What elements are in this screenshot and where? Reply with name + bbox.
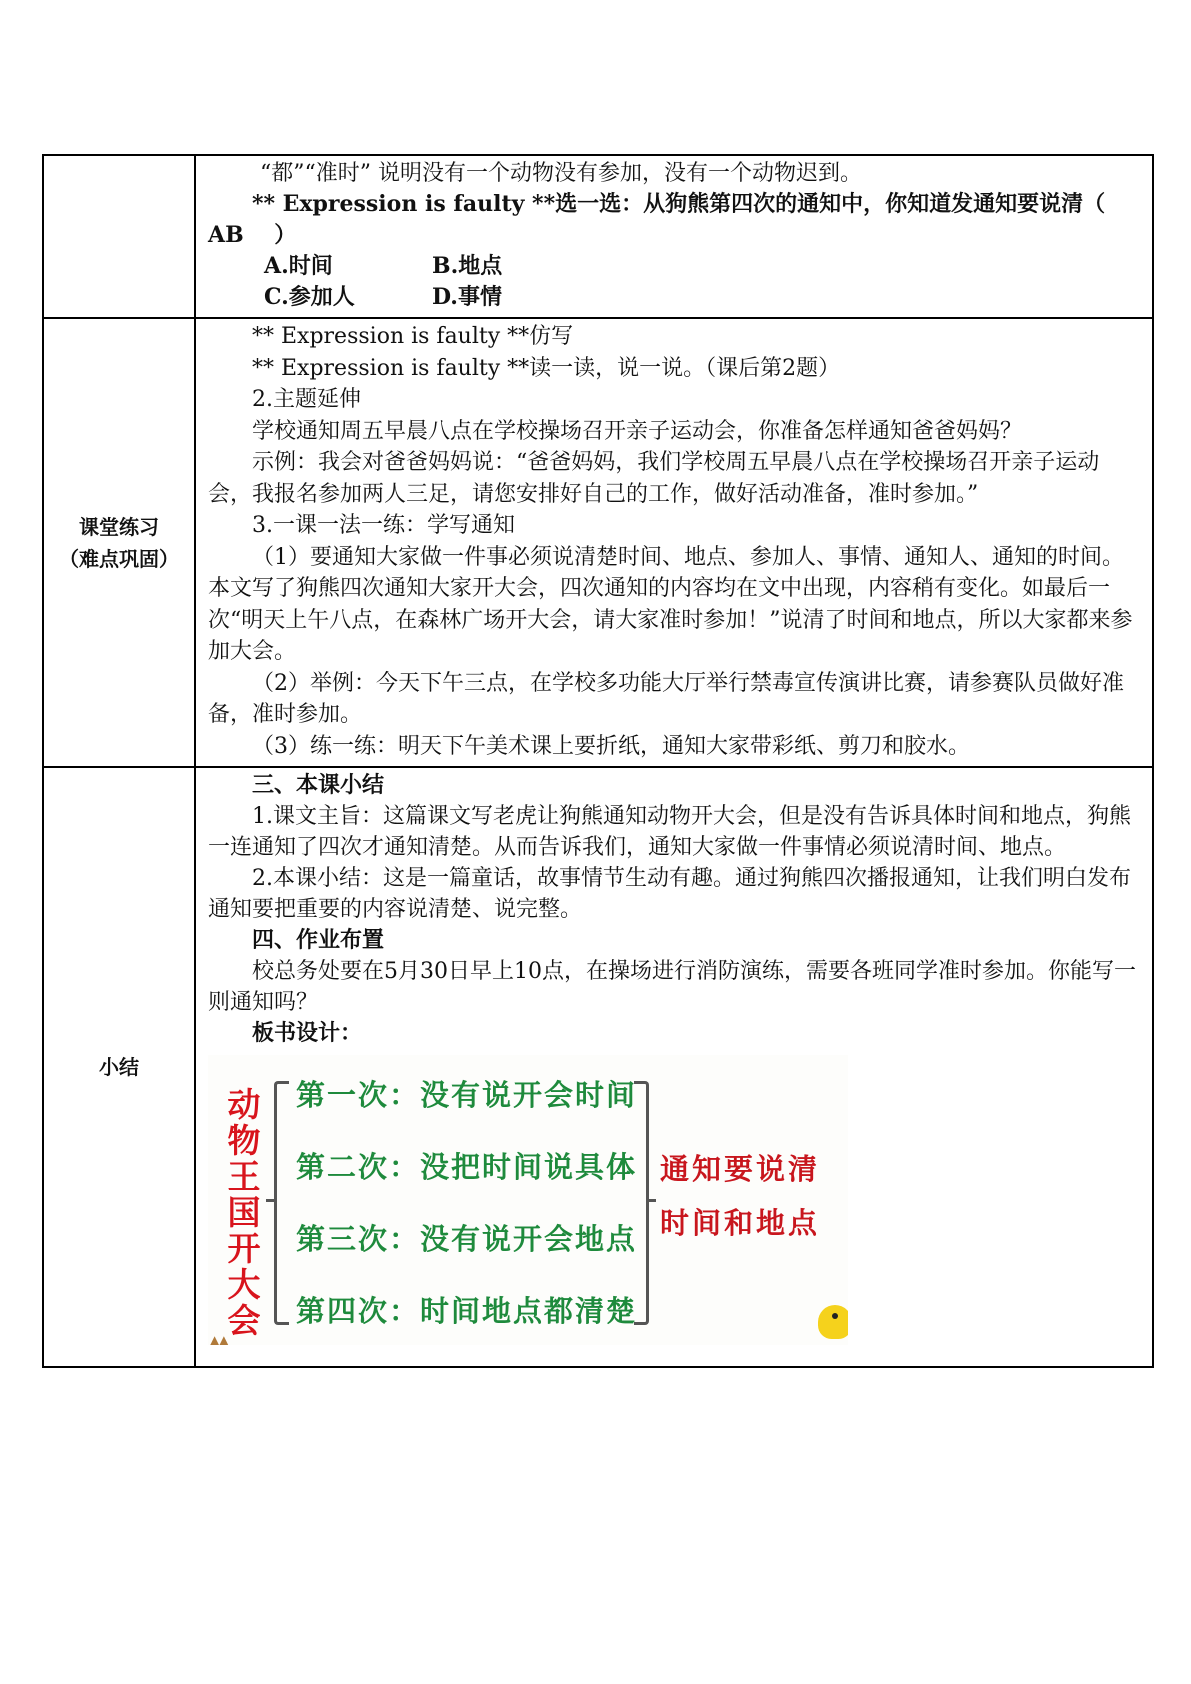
paragraph: 学校通知周五早晨八点在学校操场召开亲子运动会，你准备怎样通知爸爸妈妈？ — [252, 418, 1023, 444]
row-label — [43, 155, 195, 318]
board-item: 第四次：时间地点都清楚 — [296, 1294, 638, 1328]
right-brace-tick — [646, 1199, 656, 1202]
left-brace-tick — [266, 1199, 276, 1202]
paragraph: ** Expression is faulty **仿写 — [252, 324, 574, 349]
board-design-image — [208, 1055, 848, 1345]
table-row — [43, 155, 1153, 318]
paragraph: 校总务处要在5月30日早上10点，在操场进行消防演练，需要各班同学准时参加。你能写一则通知吗？ — [208, 959, 1136, 1015]
row-label: 小结 — [43, 767, 195, 1367]
table-row — [43, 318, 1153, 767]
board-conclusion: 时间和地点 — [660, 1206, 821, 1240]
lesson-plan-table — [42, 154, 1154, 1368]
paragraph: 2.主题延伸 — [252, 387, 361, 412]
row-content — [195, 767, 1153, 1367]
option-a: A.时间 — [264, 253, 333, 279]
board-title: 动物王国开大会 — [227, 1085, 261, 1340]
duck-eye-icon — [832, 1313, 838, 1319]
section-heading: 四、作业布置 — [252, 927, 385, 953]
duck-icon — [818, 1305, 848, 1339]
paragraph: “都”“准时” 说明没有一个动物没有参加，没有一个动物迟到。 — [260, 161, 862, 186]
paragraph: （1）要通知大家做一件事必须说清楚时间、地点、参加人、事情、通知人、通知的时间。本文写了狗熊四次通知大家开大会，四次通知的内容均在文中出现，内容稍有变化。如最后一次“明天上午八点，在森林广场开大会，请大家准时参加！”说清了时间和地点，所以大家都来参加大会。 — [208, 544, 1133, 664]
option-b: B.地点 — [432, 253, 503, 279]
paragraph: 1.课文主旨：这篇课文写老虎让狗熊通知动物开大会，但是没有告诉具体时间和地点，狗熊一连通知了四次才通知清楚。从而告诉我们，通知大家做一件事情必须说清时间、地点。 — [208, 804, 1131, 860]
paragraph: 示例：我会对爸爸妈妈说：“爸爸妈妈，我们学校周五早晨八点在学校操场召开亲子运动会，我报名参加两人三足，请您安排好自己的工作，做好活动准备，准时参加。” — [208, 450, 1100, 507]
board-label: 板书设计： — [252, 1020, 363, 1046]
right-brace — [634, 1081, 649, 1325]
option-c: C.参加人 — [264, 284, 355, 310]
row-label: 课堂练习 （难点巩固） — [43, 318, 195, 767]
paragraph: ** Expression is faulty **读一读，说一说。（课后第2题） — [252, 355, 841, 381]
board-item: 第一次：没有说开会时间 — [296, 1078, 638, 1112]
paragraph: （3）练一练：明天下午美术课上要折纸，通知大家带彩纸、剪刀和胶水。 — [252, 733, 970, 759]
left-brace — [274, 1081, 289, 1325]
board-item: 第三次：没有说开会地点 — [296, 1222, 638, 1256]
options-row — [208, 251, 1140, 282]
row-content — [195, 318, 1153, 767]
footprints-icon: ▲▲ — [210, 1333, 229, 1345]
paragraph: 3.一课一法一练：学写通知 — [252, 513, 515, 538]
board-item: 第二次：没把时间说具体 — [296, 1150, 638, 1184]
section-heading: 三、本课小结 — [252, 772, 385, 798]
options-row — [208, 282, 1140, 313]
row-content — [195, 155, 1153, 318]
option-d: D.事情 — [432, 284, 502, 310]
table-row — [43, 767, 1153, 1367]
paragraph: （2）举例：今天下午三点，在学校多功能大厅举行禁毒宣传演讲比赛，请参赛队员做好准备，准时参加。 — [208, 670, 1125, 727]
paragraph: 2.本课小结：这是一篇童话，故事情节生动有趣。通过狗熊四次播报通知，让我们明白发布通知要把重要的内容说清楚、说完整。 — [208, 866, 1131, 922]
board-conclusion: 通知要说清 — [660, 1152, 821, 1186]
paragraph: ** Expression is faulty **选一选：从狗熊第四次的通知中，你知道发通知要说清（ AB ） — [208, 191, 1136, 248]
